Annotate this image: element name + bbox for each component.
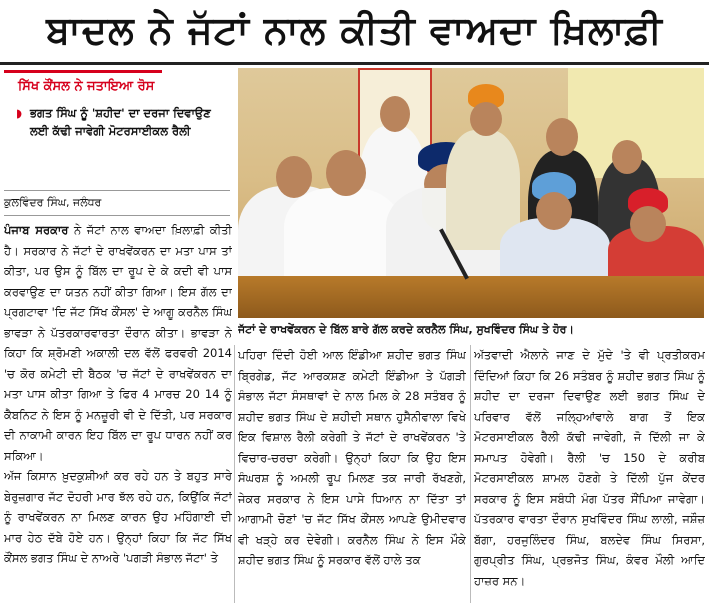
bullet-icon: ◗: [16, 106, 23, 120]
person-center-left-head: [326, 150, 366, 196]
news-photo: [238, 68, 704, 318]
standing-4-head: [612, 140, 642, 174]
sub-headline: [16, 104, 230, 140]
byline: ਕੁਲਵਿੰਦਰ ਸਿੰਘ, ਜਲੰਧਰ: [4, 190, 230, 216]
headline-rule: [0, 62, 709, 65]
photo-caption: ਜੱਟਾਂ ਦੇ ਰਾਖਵੇਂਕਰਨ ਦੇ ਬਿੱਲ ਬਾਰੇ ਗੱਲ ਕਰਦੇ ਕਰਨੈਲ ਸਿੰਘ, ਸੁਖਵਿੰਦਰ ਸਿੰਘ ਤੇ ਹੋਰ।: [238, 323, 574, 336]
sidebox: [4, 70, 230, 190]
article-column-3: ਅੱਤਵਾਦੀ ਐਲਾਨੇ ਜਾਣ ਦੇ ਮੁੱਦੇ 'ਤੇ ਵੀ ਪ੍ਰਤੀਕਰਮ ਦਿੰਦਿਆਂ ਕਿਹਾ ਕਿ 26 ਸਤੰਬਰ ਨੂੰ ਸ਼ਹੀਦ ਭਗਤ ਸਿੰਘ ਨੂੰ ਸ਼ਹੀਦ ਦਾ ਦਰਜਾ ਦਿਵਾਉਣ ਲਈ ਭਗਤ ਸਿੰਘ ਦੇ ਪਰਿਵਾਰ ਵੱਲੋਂ ਜਲ੍ਹਿਆਂਵਾਲੇ ਬਾਗ ਤੋਂ ਇਕ ਮੋਟਰਸਾਈਕਲ ਰੈਲੀ ਕੱਢੀ ਜਾਵੇਗੀ, ਜੋ ਦਿੱਲੀ ਜਾ ਕੇ ਸਮਾਪਤ ਹੋਵੇਗੀ। ਰੈਲੀ 'ਚ 150 ਦੇ ਕਰੀਬ ਮੋਟਰਸਾਈਕਲ ਸ਼ਾਮਲ ਹੋਣਗੇ ਤੇ ਦਿੱਲੀ ਪੁੱਜ ਕੇਂਦਰ ਸਰਕਾਰ ਨੂੰ ਇਸ ਸਬੰਧੀ ਮੰਗ ਪੱਤਰ ਸੌਂਪਿਆ ਜਾਵੇਗਾ। ਪੱਤਰਕਾਰ ਵਾਰਤਾ ਦੌਰਾਨ ਸੁਖਵਿੰਦਰ ਸਿੰਘ ਲਾਲੀ, ਜਸ਼ੌਜ਼ ਬੱਗਾ, ਹਰਜੁਲਿੰਦਰ ਸਿੰਘ, ਬਲਦੇਵ ਸਿੰਘ ਸਿਰਸਾ, ਗੁਰਪ੍ਰੀਤ ਸਿੰਘ, ਪ੍ਰਭਜੋਤ ਸਿੰਘ, ਕੰਵਰ ਮੌਲੀ ਆਦਿ ਹਾਜ਼ਰ ਸਨ।: [474, 348, 705, 588]
article-column-2: ਪਹਿਰਾ ਦਿੰਦੀ ਹੋਈ ਆਲ ਇੰਡੀਆ ਸ਼ਹੀਦ ਭਗਤ ਸਿੰਘ ਬ੍ਰਿਗੇਡ, ਜੱਟ ਆਰਕਸ਼ਣ ਕਮੇਟੀ ਇੰਡੀਆ ਤੇ ਪੱਗੜੀ ਸੰਭਾਲ ਜੱਟਾ ਸੰਸਥਾਵਾਂ ਦੇ ਨਾਲ ਮਿਲ ਕੇ 28 ਸਤੰਬਰ ਨੂੰ ਸ਼ਹੀਦ ਭਗਤ ਸਿੰਘ ਦੇ ਸ਼ਹੀਦੀ ਸਥਾਨ ਹੁਸੈਨੀਵਾਲਾ ਵਿਖੇ ਇਕ ਵਿਸ਼ਾਲ ਰੈਲੀ ਕਰੇਗੀ ਤੇ ਜੱਟਾਂ ਦੇ ਰਾਖਵੇਂਕਰਨ 'ਤੇ ਵਿਚਾਰ-ਚਰਚਾ ਕਰੇਗੀ। ਉਨ੍ਹਾਂ ਕਿਹਾ ਕਿ ਉਹ ਇਸ ਸੰਘਰਸ਼ ਨੂੰ ਅਮਲੀ ਰੂਪ ਮਿਲਣ ਤਕ ਜਾਰੀ ਰੱਖਣਗੇ, ਜੇਕਰ ਸਰਕਾਰ ਨੇ ਇਸ ਪਾਸੇ ਧਿਆਨ ਨਾ ਦਿੱਤਾ ਤਾਂ ਆਗਾਮੀ ਚੋਣਾਂ 'ਚ ਜੱਟ ਸਿੱਖ ਕੌਂਸਲ ਆਪਣੇ ਉਮੀਦਵਾਰ ਵੀ ਖੜ੍ਹੇ ਕਰ ਦੇਵੇਗੀ। ਕਰਨੈਲ ਸਿੰਘ ਨੇ ਇਸ ਮੌਕੇ ਸ਼ਹੀਦ ਭਗਤ ਸਿੰਘ ਨੂੰ ਸਰਕਾਰ ਵੱਲੋਂ ਹਾਲੇ ਤਕ: [238, 348, 466, 567]
column-divider: [470, 345, 471, 603]
intro-lead: ਪੰਜਾਬ ਸਰਕਾਰ: [4, 223, 69, 237]
standing-2-head: [470, 102, 502, 136]
sub-headline-text: ਭਗਤ ਸਿੰਘ ਨੂੰ 'ਸ਼ਹੀਦ' ਦਾ ਦਰਜਾ ਦਿਵਾਉਣ ਲਈ ਕੱਢੀ ਜਾਵੇਗੀ ਮੋਟਰਸਾਈਕਲ ਰੈਲੀ: [30, 106, 211, 138]
person-standing-1-head: [380, 96, 410, 132]
person-center-left: [284, 188, 402, 286]
intro-text: ਨੇ ਜੱਟਾਂ ਨਾਲ ਵਾਅਦਾ ਖ਼ਿਲਾਫ਼ੀ ਕੀਤੀ ਹੈ। ਸਰਕਾਰ ਨੇ ਜੱਟਾਂ ਦੇ ਰਾਖਵੇਂਕਰਨ ਦਾ ਮਤਾ ਪਾਸ ਤਾਂ ਕੀਤਾ, ਪਰ ਉਸ ਨੂੰ ਬਿੱਲ ਦਾ ਰੂਪ ਦੇ ਕੇ ਕਦੀ ਵੀ ਪਾਸ ਕਰਵਾਉਣ ਦਾ ਯਤਨ ਨਹੀਂ ਕੀਤਾ ਗਿਆ। ਇਸ ਗੱਲ ਦਾ ਪ੍ਰਗਟਾਵਾ 'ਦਿ ਜੱਟ ਸਿੱਖ ਕੌਂਸਲ' ਦੇ ਆਗੂ ਕਰਨੈਲ ਸਿੰਘ ਭਾਵੜਾ ਨੇ ਪੱਤਰਕਾਰਵਾਰਤਾ ਦੌਰਾਨ ਕੀਤਾ। ਭਾਵੜਾ ਨੇ ਕਿਹਾ ਕਿ ਸ਼੍ਰੋਮਣੀ ਅਕਾਲੀ ਦਲ ਵੱਲੋਂ ਫਰਵਰੀ 2014 'ਚ ਕੋਰ ਕਮੇਟੀ ਦੀ ਬੈਠਕ 'ਚ ਜੱਟਾਂ ਦੇ ਰਾਖਵੇਂਕਰਨ ਦਾ ਮਤਾ ਪਾਸ ਕੀਤਾ ਗਿਆ ਤੇ ਫਿਰ 4 ਮਾਰਚ 20 14 ਨੂੰ ਕੈਬਨਿਟ ਨੇ ਇਸ ਨੂੰ ਮਨਜ਼ੂਰੀ ਵੀ ਦੇ ਦਿੱਤੀ, ਪਰ ਸਰਕਾਰ ਦੀ ਨਾਕਾਮੀ ਕਾਰਨ ਇਹ ਬਿੱਲ ਦਾ ਰੂਪ ਧਾਰਨ ਨਹੀਂ ਕਰ ਸਕਿਆ।: [4, 223, 232, 463]
article-intro: [4, 220, 232, 466]
person-left-head: [276, 156, 312, 198]
seated-right-head: [536, 192, 572, 230]
column-divider: [234, 345, 235, 603]
kicker: ਸਿੱਖ ਕੌਂਸਲ ਨੇ ਜਤਾਇਆ ਰੋਸ: [4, 70, 162, 98]
article-column-1: ਅੱਜ ਕਿਸਾਨ ਖ਼ੁਦਕੁਸ਼ੀਆਂ ਕਰ ਰਹੇ ਹਨ ਤੇ ਬਹੁਤ ਸਾਰੇ ਬੇਰੁਜ਼ਗਾਰ ਜੱਟ ਦੋਹਰੀ ਮਾਰ ਝੱਲ ਰਹੇ ਹਨ, ਕਿਉਂਕਿ ਜੱਟਾਂ ਨੂੰ ਰਾਖਵੇਂਕਰਨ ਨਾ ਮਿਲਣ ਕਾਰਨ ਉਹ ਮਹਿੰਗਾਈ ਦੀ ਮਾਰ ਹੇਠ ਦੱਬੇ ਹੋਏ ਹਨ। ਉਨ੍ਹਾਂ ਕਿਹਾ ਕਿ ਜੱਟ ਸਿੱਖ ਕੌਂਸਲ ਭਗਤ ਸਿੰਘ ਦੇ ਨਾਅਰੇ 'ਪਗੜੀ ਸੰਭਾਲ ਜੱਟਾ' ਤੇ: [4, 469, 232, 565]
press-table: [238, 276, 704, 318]
standing-3-head: [546, 118, 578, 156]
headline: ਬਾਦਲ ਨੇ ਜੱਟਾਂ ਨਾਲ ਕੀਤੀ ਵਾਅਦਾ ਖ਼ਿਲਾਫ਼ੀ: [46, 8, 663, 52]
far-right-head: [630, 206, 666, 242]
